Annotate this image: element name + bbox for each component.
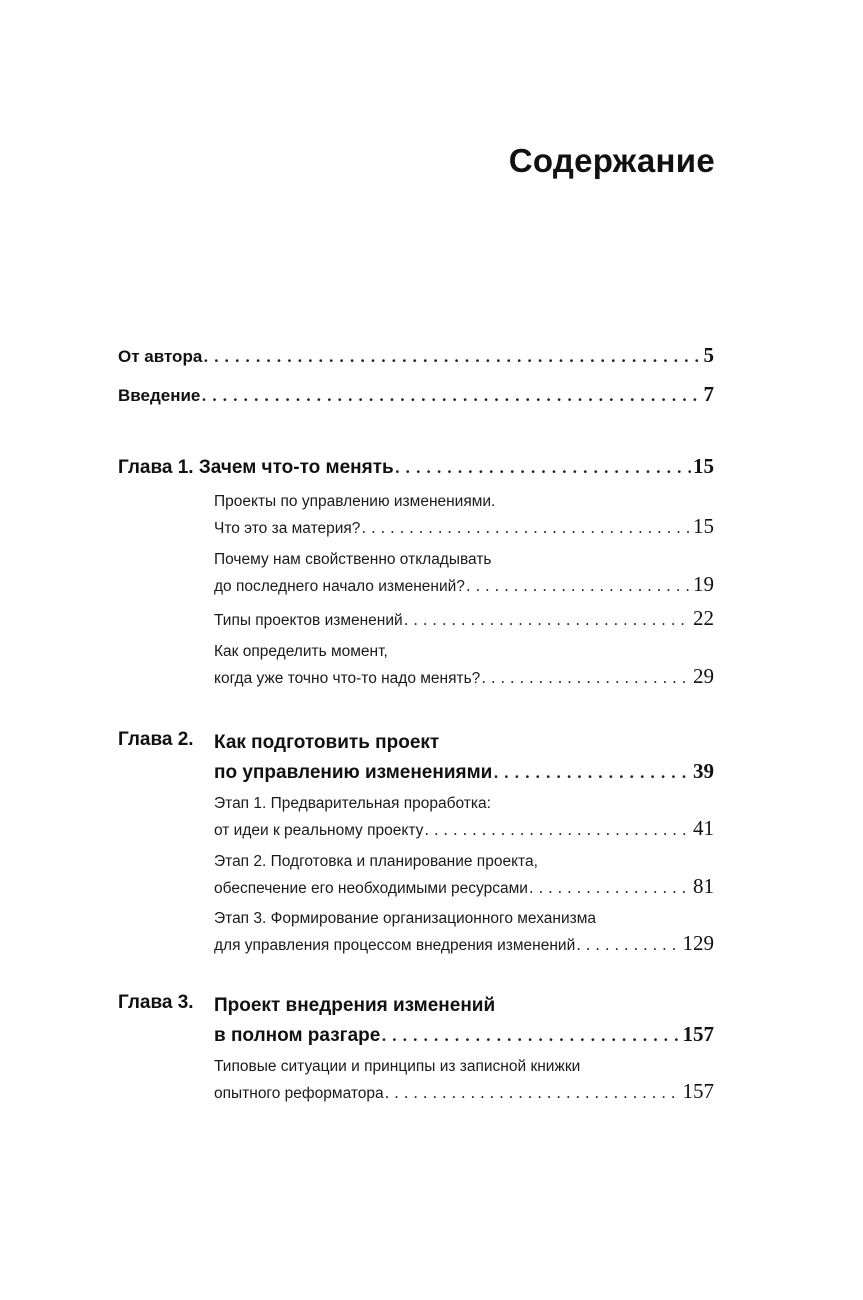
toc-section[interactable] bbox=[214, 792, 714, 841]
section-title-line: для управления процессом внедрения изменений bbox=[214, 937, 576, 954]
dot-leader bbox=[201, 387, 701, 405]
section-title-line: Этап 3. Формирование организационного механизма bbox=[214, 910, 597, 927]
section-title-line: Типовые ситуации и принципы из записной книжки bbox=[214, 1058, 581, 1075]
toc-section[interactable] bbox=[214, 606, 714, 631]
chapter-number: Глава 1. bbox=[118, 457, 194, 478]
dot-leader bbox=[424, 821, 691, 839]
chapter-title: Как подготовить проект bbox=[214, 732, 440, 753]
section-title-line: обеспечение его необходимыми ресурсами bbox=[214, 880, 528, 897]
toc-page-number: 19 bbox=[693, 572, 714, 596]
dot-leader bbox=[395, 459, 691, 477]
toc-section[interactable] bbox=[214, 1055, 714, 1104]
section-title-line: до последнего начало изменений? bbox=[214, 578, 465, 595]
toc-chapter-2[interactable] bbox=[0, 729, 714, 787]
toc-entry-label: От автора bbox=[118, 347, 203, 366]
toc-section[interactable] bbox=[214, 640, 714, 689]
section-title-line: Как определить момент, bbox=[214, 643, 388, 660]
dot-leader bbox=[404, 611, 691, 629]
dot-leader bbox=[493, 759, 691, 787]
toc-page-number: 157 bbox=[682, 1079, 714, 1103]
section-title-line: от идеи к реальному проекту bbox=[214, 822, 424, 839]
dot-leader bbox=[361, 519, 691, 537]
dot-leader bbox=[481, 669, 691, 687]
section-title-line: Этап 1. Предварительная проработка: bbox=[214, 795, 491, 812]
toc-page-number: 5 bbox=[703, 343, 714, 367]
chapter-label bbox=[118, 457, 394, 479]
dot-leader bbox=[529, 879, 691, 897]
chapter-number: Глава 2. bbox=[118, 729, 194, 750]
toc-section[interactable] bbox=[214, 548, 714, 597]
section-title-line: Этап 2. Подготовка и планирование проекта, bbox=[214, 853, 538, 870]
chapter-title: по управлению изменениями bbox=[214, 762, 493, 783]
toc-entry-from-author[interactable] bbox=[118, 343, 714, 368]
section-title-line: Почему нам свойственно откладывать bbox=[214, 551, 492, 568]
section-title-line: Типы проектов изменений bbox=[214, 612, 403, 629]
toc-page-number: 81 bbox=[693, 874, 714, 898]
toc-page-number: 15 bbox=[693, 454, 714, 478]
toc-page-number: 41 bbox=[693, 816, 714, 840]
chapter-title: в полном разгаре bbox=[214, 1025, 381, 1046]
section-title-line: опытного реформатора bbox=[214, 1085, 384, 1102]
toc-page-number: 15 bbox=[693, 514, 714, 538]
section-title-line: Что это за материя? bbox=[214, 520, 361, 537]
toc-page-number: 39 bbox=[693, 759, 714, 783]
dot-leader bbox=[576, 936, 680, 954]
toc-section[interactable] bbox=[214, 907, 714, 956]
page-title: Содержание bbox=[508, 142, 715, 179]
section-title-line: Проекты по управлению изменениями. bbox=[214, 493, 496, 510]
chapter-title: Зачем что-то менять bbox=[198, 457, 394, 478]
toc-page-number: 7 bbox=[703, 382, 714, 406]
toc-entry-introduction[interactable] bbox=[118, 382, 714, 407]
toc-page-number: 22 bbox=[693, 606, 714, 630]
dot-leader bbox=[466, 577, 691, 595]
dot-leader bbox=[385, 1084, 681, 1102]
toc-page-number: 29 bbox=[693, 664, 714, 688]
toc-section[interactable] bbox=[214, 850, 714, 899]
dot-leader bbox=[381, 1022, 680, 1050]
section-title-line: когда уже точно что-то надо менять? bbox=[214, 670, 481, 687]
dot-leader bbox=[203, 348, 701, 366]
toc-chapter-1[interactable] bbox=[118, 454, 714, 479]
toc-page-number: 157 bbox=[682, 1022, 714, 1046]
chapter-number: Глава 3. bbox=[118, 992, 194, 1013]
toc-page-number: 129 bbox=[682, 931, 714, 955]
toc-section[interactable] bbox=[214, 490, 714, 539]
toc-entry-label: Введение bbox=[118, 386, 201, 405]
toc-chapter-3[interactable] bbox=[0, 992, 714, 1050]
chapter-title: Проект внедрения изменений bbox=[214, 995, 496, 1016]
